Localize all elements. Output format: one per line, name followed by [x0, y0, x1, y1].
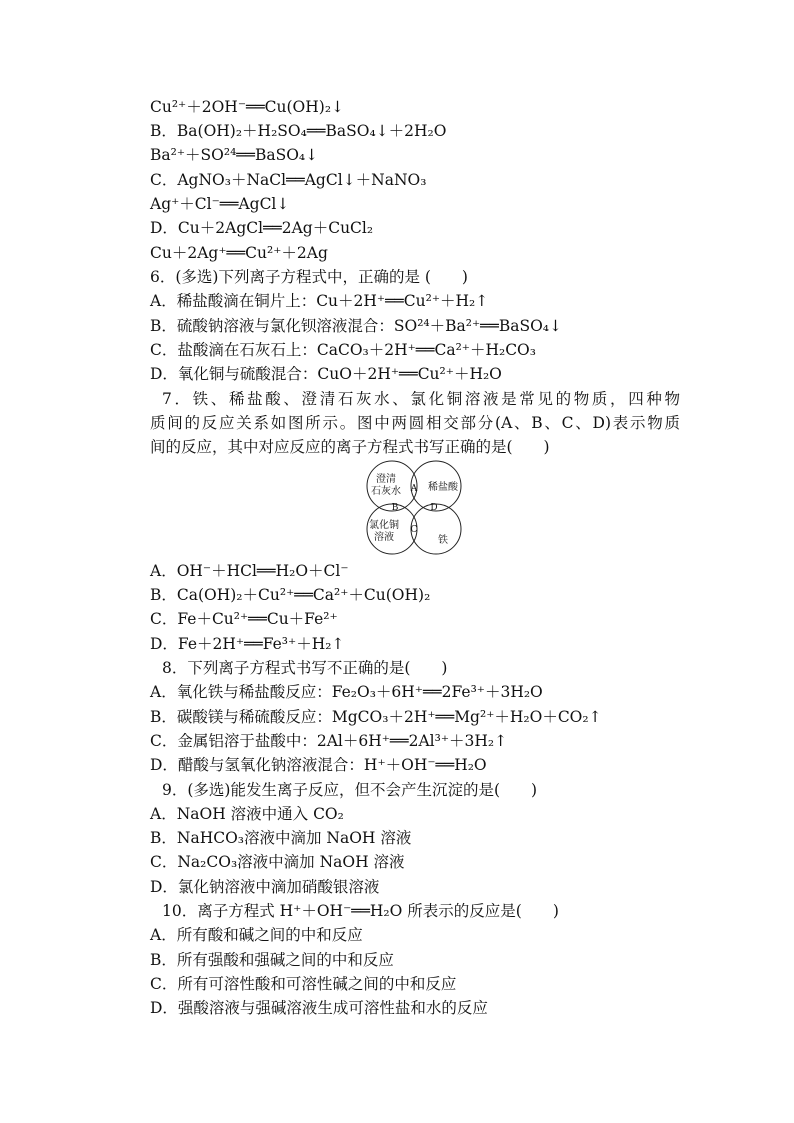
q9-option-d: D．氯化钠溶液中滴加硝酸银溶液	[150, 878, 380, 896]
question-6: 6．(多选)下列离子方程式中，正确的是 ( )	[150, 268, 468, 286]
label-hcl: 稀盐酸	[428, 482, 458, 493]
option-b-ba-oh: B．Ba(OH)₂＋H₂SO₄══BaSO₄↓＋2H₂O	[150, 122, 447, 140]
label-a: A	[410, 484, 418, 494]
question-7-line3: 间的反应，其中对应反应的离子方程式书写正确的是( )	[150, 438, 550, 456]
q7-option-d: D．Fe＋2H⁺══Fe³⁺＋H₂↑	[150, 635, 345, 653]
eq-ag-cl: Ag⁺＋Cl⁻══AgCl↓	[150, 195, 290, 213]
venn-diagram	[360, 458, 472, 558]
option-c-agno3: C．AgNO₃＋NaCl══AgCl↓＋NaNO₃	[150, 171, 427, 189]
q9-option-a: A．NaOH 溶液中通入 CO₂	[150, 805, 344, 823]
question-8: 8．下列离子方程式书写不正确的是( )	[162, 659, 448, 677]
question-7-line2: 质间的反应关系如图所示。图中两圆相交部分(A、B、C、D)表示物质	[150, 414, 680, 432]
q10-option-a: A．所有酸和碱之间的中和反应	[150, 926, 363, 944]
q9-option-b: B．NaHCO₃溶液中滴加 NaOH 溶液	[150, 829, 412, 847]
q10-option-d: D．强酸溶液与强碱溶液生成可溶性盐和水的反应	[150, 999, 488, 1017]
q7-option-a: A．OH⁻＋HCl══H₂O＋Cl⁻	[150, 562, 349, 580]
question-7-line1: 7．铁、稀盐酸、澄清石灰水、氯化铜溶液是常见的物质，四种物	[162, 390, 680, 408]
q8-option-d: D．醋酸与氢氧化钠溶液混合：H⁺＋OH⁻══H₂O	[150, 756, 487, 774]
q6-option-b: B．硫酸钠溶液与氯化钡溶液混合：SO²⁴＋Ba²⁺══BaSO₄↓	[150, 317, 562, 335]
option-d-cu-agcl: D．Cu＋2AgCl══2Ag＋CuCl₂	[150, 219, 374, 237]
q10-option-c: C．所有可溶性酸和可溶性碱之间的中和反应	[150, 975, 457, 993]
question-10: 10．离子方程式 H⁺＋OH⁻══H₂O 所表示的反应是( )	[162, 902, 559, 920]
q6-option-a: A．稀盐酸滴在铜片上：Cu＋2H⁺══Cu²⁺＋H₂↑	[150, 292, 489, 310]
label-b: B	[391, 503, 399, 513]
q6-option-c: C．盐酸滴在石灰石上：CaCO₃＋2H⁺══Ca²⁺＋H₂CO₃	[150, 341, 536, 359]
venn-svg	[360, 458, 472, 558]
label-limewater-2: 石灰水	[371, 486, 401, 497]
q7-option-b: B．Ca(OH)₂＋Cu²⁺══Ca²⁺＋Cu(OH)₂	[150, 586, 431, 604]
eq-cu-oh: Cu²⁺＋2OH⁻══Cu(OH)₂↓	[150, 98, 345, 116]
label-limewater-1: 澄清	[376, 474, 396, 485]
eq-ba-so4: Ba²⁺＋SO²⁴══BaSO₄↓	[150, 146, 319, 164]
q8-option-c: C．金属铝溶于盐酸中：2Al＋6H⁺══2Al³⁺＋3H₂↑	[150, 732, 508, 750]
label-c: C	[410, 525, 418, 535]
q8-option-b: B．碳酸镁与稀硫酸反应：MgCO₃＋2H⁺══Mg²⁺＋H₂O＋CO₂↑	[150, 708, 602, 726]
label-iron: 铁	[438, 535, 448, 546]
eq-cu-ag: Cu＋2Ag⁺══Cu²⁺＋2Ag	[150, 244, 328, 262]
q6-option-d: D．氧化铜与硫酸混合：CuO＋2H⁺══Cu²⁺＋H₂O	[150, 365, 502, 383]
label-cucl2-1: 氯化铜	[369, 520, 399, 531]
q9-option-c: C．Na₂CO₃溶液中滴加 NaOH 溶液	[150, 853, 405, 871]
label-cucl2-2: 溶液	[374, 532, 394, 543]
q7-option-c: C．Fe＋Cu²⁺══Cu＋Fe²⁺	[150, 610, 338, 628]
q10-option-b: B．所有强酸和强碱之间的中和反应	[150, 951, 394, 969]
q8-option-a: A．氧化铁与稀盐酸反应：Fe₂O₃＋6H⁺══2Fe³⁺＋3H₂O	[150, 683, 543, 701]
label-d: D	[430, 503, 438, 513]
question-9: 9．(多选)能发生离子反应，但不会产生沉淀的是( )	[162, 781, 538, 799]
